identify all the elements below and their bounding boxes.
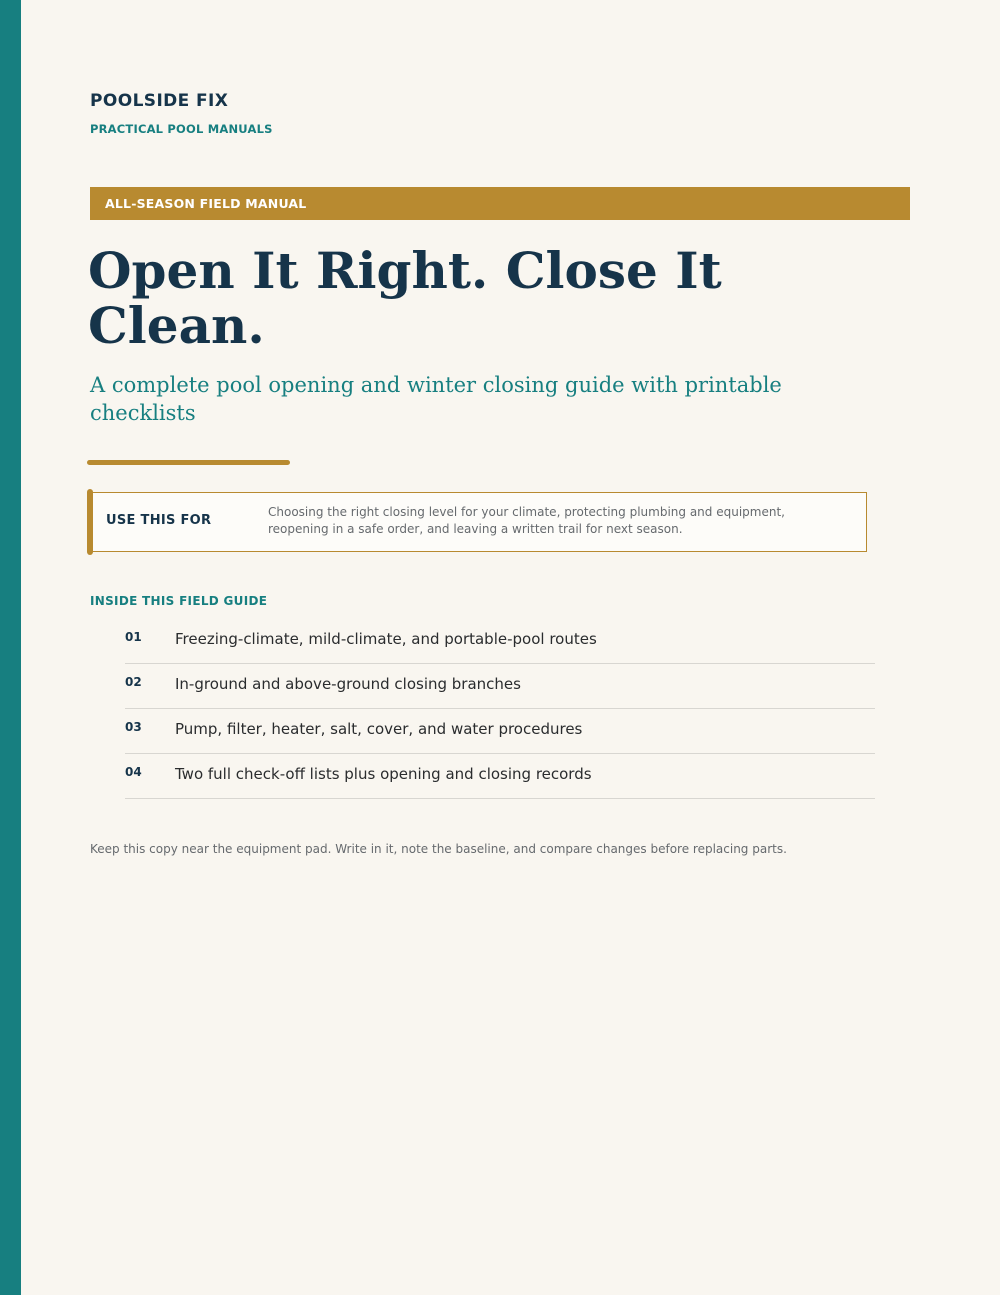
contents-item-number: 02	[125, 675, 142, 689]
contents-item-text: Pump, filter, heater, salt, cover, and water procedures	[175, 720, 583, 738]
contents-item-text: Freezing-climate, mild-climate, and portable-pool routes	[175, 630, 597, 648]
contents-item-number: 04	[125, 765, 142, 779]
manual-banner: ALL-SEASON FIELD MANUAL	[90, 187, 910, 220]
use-this-for-text: Choosing the right closing level for your climate, protecting plumbing and equipment, reopening in a safe order, and leaving a written trail for next season.	[268, 505, 785, 536]
contents-heading: INSIDE THIS FIELD GUIDE	[90, 594, 268, 608]
title-divider	[87, 460, 290, 465]
contents-item-number: 03	[125, 720, 142, 734]
contents-item	[125, 709, 875, 754]
contents-item-number: 01	[125, 630, 142, 644]
side-accent-bar	[0, 0, 21, 1295]
contents-item-text: In-ground and above-ground closing branches	[175, 675, 521, 693]
contents-item-text: Two full check-off lists plus opening and closing records	[175, 765, 592, 783]
contents-list	[125, 619, 875, 799]
brand-tagline: PRACTICAL POOL MANUALS	[90, 122, 273, 136]
use-box-accent	[87, 489, 93, 555]
contents-item	[125, 619, 875, 664]
footnote: Keep this copy near the equipment pad. Write in it, note the baseline, and compare changes before replacing parts.	[90, 842, 787, 856]
use-this-for-label: USE THIS FOR	[106, 513, 212, 528]
contents-item	[125, 664, 875, 709]
brand-name: POOLSIDE FIX	[90, 91, 229, 111]
contents-item	[125, 754, 875, 799]
page-title: Open It Right. Close It Clean.	[88, 241, 722, 355]
page-subtitle: A complete pool opening and winter closing guide with printable checklists	[90, 373, 782, 425]
